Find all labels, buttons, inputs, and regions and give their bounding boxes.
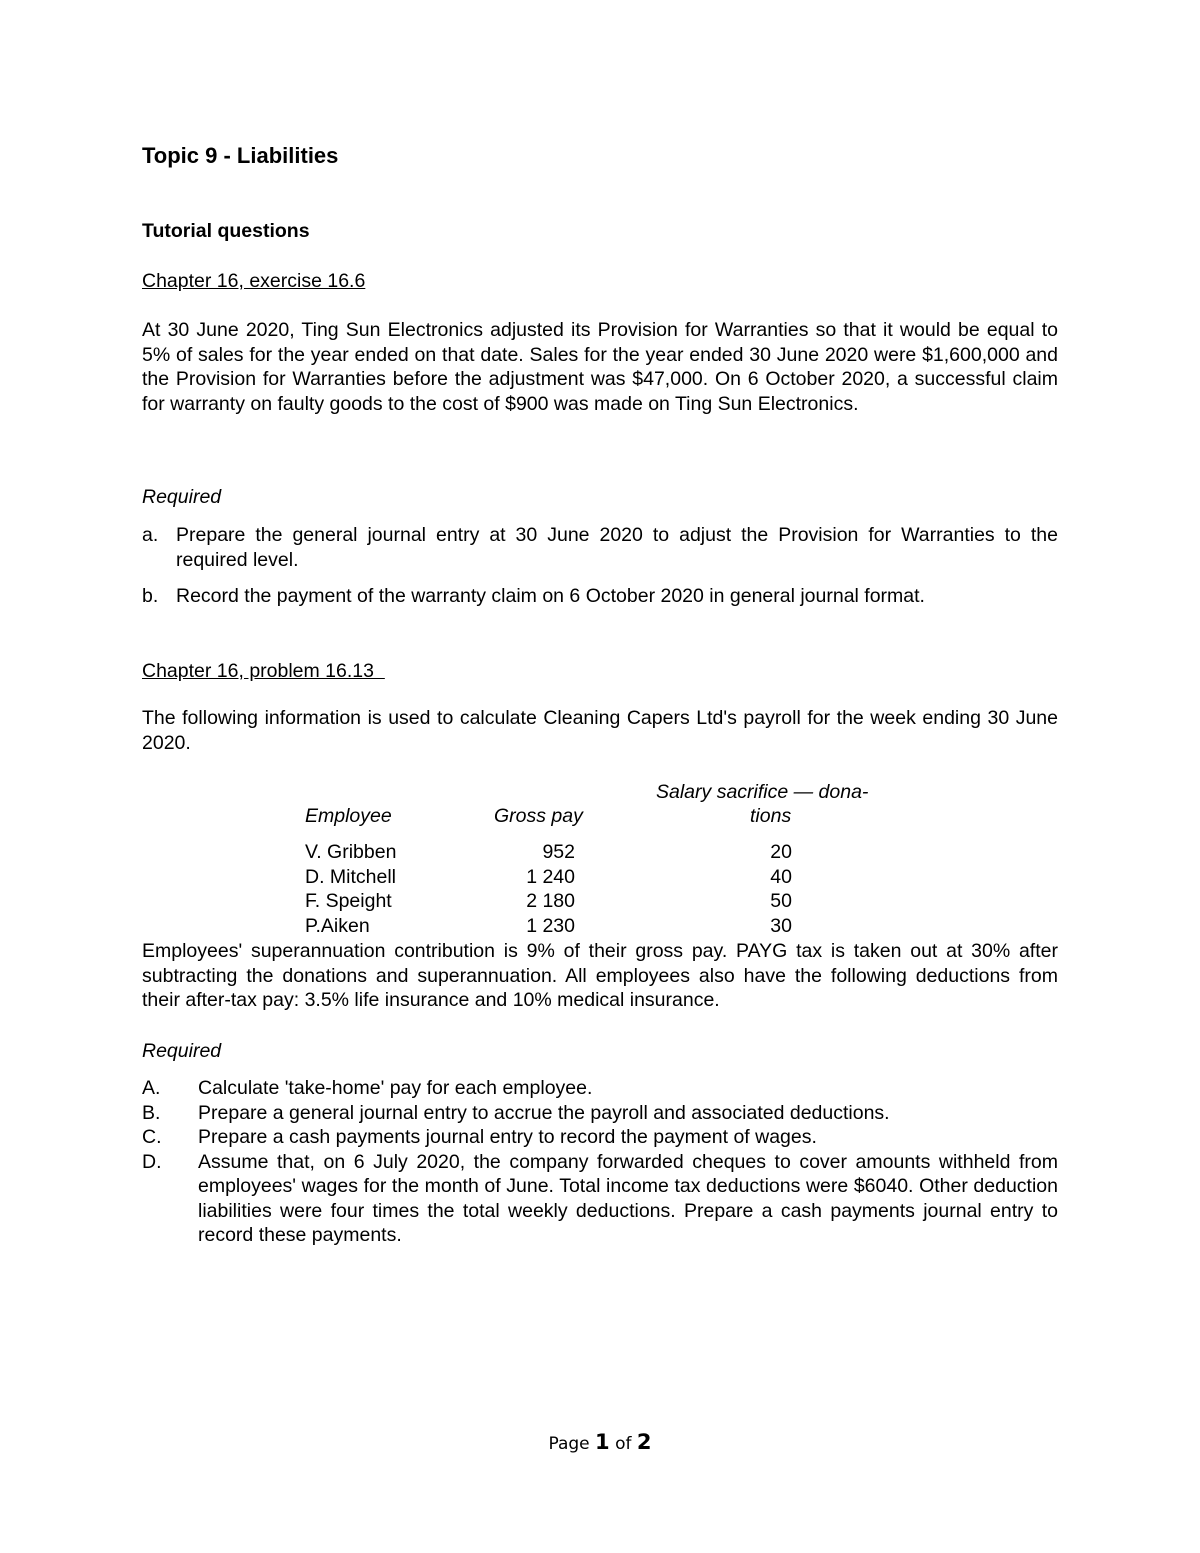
gross-pay-value: 2 180 bbox=[526, 890, 575, 912]
question-item bbox=[142, 1125, 1058, 1150]
of-word: of bbox=[615, 1434, 632, 1454]
employee-name: V. Gribben bbox=[305, 841, 397, 863]
question-marker: B. bbox=[142, 1101, 161, 1124]
page-footer bbox=[0, 1430, 1200, 1454]
question-text: Prepare a general journal entry to accrue the payroll and associated deductions. bbox=[198, 1101, 890, 1124]
column-header-gross-pay: Gross pay bbox=[494, 805, 583, 827]
gross-pay-value: 952 bbox=[542, 841, 575, 863]
question-marker: C. bbox=[142, 1126, 162, 1148]
problem-intro: The following information is used to calculate Cleaning Capers Ltd's payroll for the week ending 30 June 2020. bbox=[142, 707, 1058, 754]
donation-value: 50 bbox=[770, 890, 792, 912]
page-title: Topic 9 - Liabilities bbox=[142, 143, 339, 168]
required-label: Required bbox=[142, 1040, 222, 1062]
page-total: 2 bbox=[636, 1430, 652, 1454]
section-subtitle: Tutorial questions bbox=[142, 220, 310, 242]
question-item bbox=[142, 1101, 1058, 1126]
employee-name: D. Mitchell bbox=[305, 866, 397, 888]
column-header-sacrifice-cont: tions bbox=[750, 805, 792, 827]
question-text: Calculate 'take-home' pay for each employee. bbox=[198, 1077, 593, 1099]
question-item bbox=[142, 523, 1058, 572]
question-item bbox=[142, 1076, 1058, 1101]
question-text: Assume that, on 6 July 2020, the company forwarded cheques to cover amounts withheld from employees' wages for the month of June. Total income tax deductions were $6040. Other deduction liabilities were four times the total weekly deductions. Prepare a cash payments journal entry to record these payments. bbox=[198, 1150, 1058, 1246]
gross-pay-value: 1 230 bbox=[526, 915, 575, 937]
question-text: Prepare a cash payments journal entry to record the payment of wages. bbox=[198, 1126, 817, 1148]
employee-name: P.Aiken bbox=[305, 915, 370, 937]
question-text: Record the payment of the warranty claim on 6 October 2020 in general journal format. bbox=[176, 585, 925, 607]
question-item bbox=[142, 584, 1058, 609]
exercise-body: At 30 June 2020, Ting Sun Electronics adjusted its Provision for Warranties so that it would be equal to 5% of sales for the year ended on that date. Sales for the year ended 30 June 2020 were $1,600,000 and the Provision for Warranties before the adjustment was $47,000. On 6 October 2020, a successful claim for warranty on faulty goods to the cost of $900 was made on Ting Sun Electronics. bbox=[142, 319, 1058, 415]
employee-name: F. Speight bbox=[305, 890, 392, 912]
exercise-heading: Chapter 16, exercise 16.6 bbox=[142, 270, 366, 292]
exercise-questions-list bbox=[142, 523, 1058, 609]
gross-pay-value: 1 240 bbox=[526, 866, 575, 888]
donation-value: 40 bbox=[770, 866, 792, 888]
problem-questions-list bbox=[142, 1076, 1058, 1248]
column-header-sacrifice: Salary sacrifice — dona- bbox=[656, 781, 869, 803]
page-word: Page bbox=[548, 1434, 590, 1454]
problem-heading: Chapter 16, problem 16.13 bbox=[142, 660, 385, 682]
question-marker: a. bbox=[142, 524, 159, 546]
donation-value: 20 bbox=[770, 841, 792, 863]
question-marker: b. bbox=[142, 585, 159, 607]
required-label: Required bbox=[142, 486, 222, 508]
question-marker: A. bbox=[142, 1077, 161, 1099]
page-number: 1 bbox=[595, 1430, 610, 1454]
problem-body: Employees' superannuation contribution is 9% of their gross pay. PAYG tax is taken out at 30% after subtracting the donations and superannuation. All employees also have the following deductions from their after-tax pay: 3.5% life insurance and 10% medical insurance. bbox=[142, 940, 1058, 1011]
question-item bbox=[142, 1150, 1058, 1248]
column-header-employee: Employee bbox=[305, 805, 392, 827]
question-text: Prepare the general journal entry at 30 June 2020 to adjust the Provision for Warranties to the required level. bbox=[176, 524, 1058, 571]
question-marker: D. bbox=[142, 1150, 162, 1173]
donation-value: 30 bbox=[770, 915, 792, 937]
